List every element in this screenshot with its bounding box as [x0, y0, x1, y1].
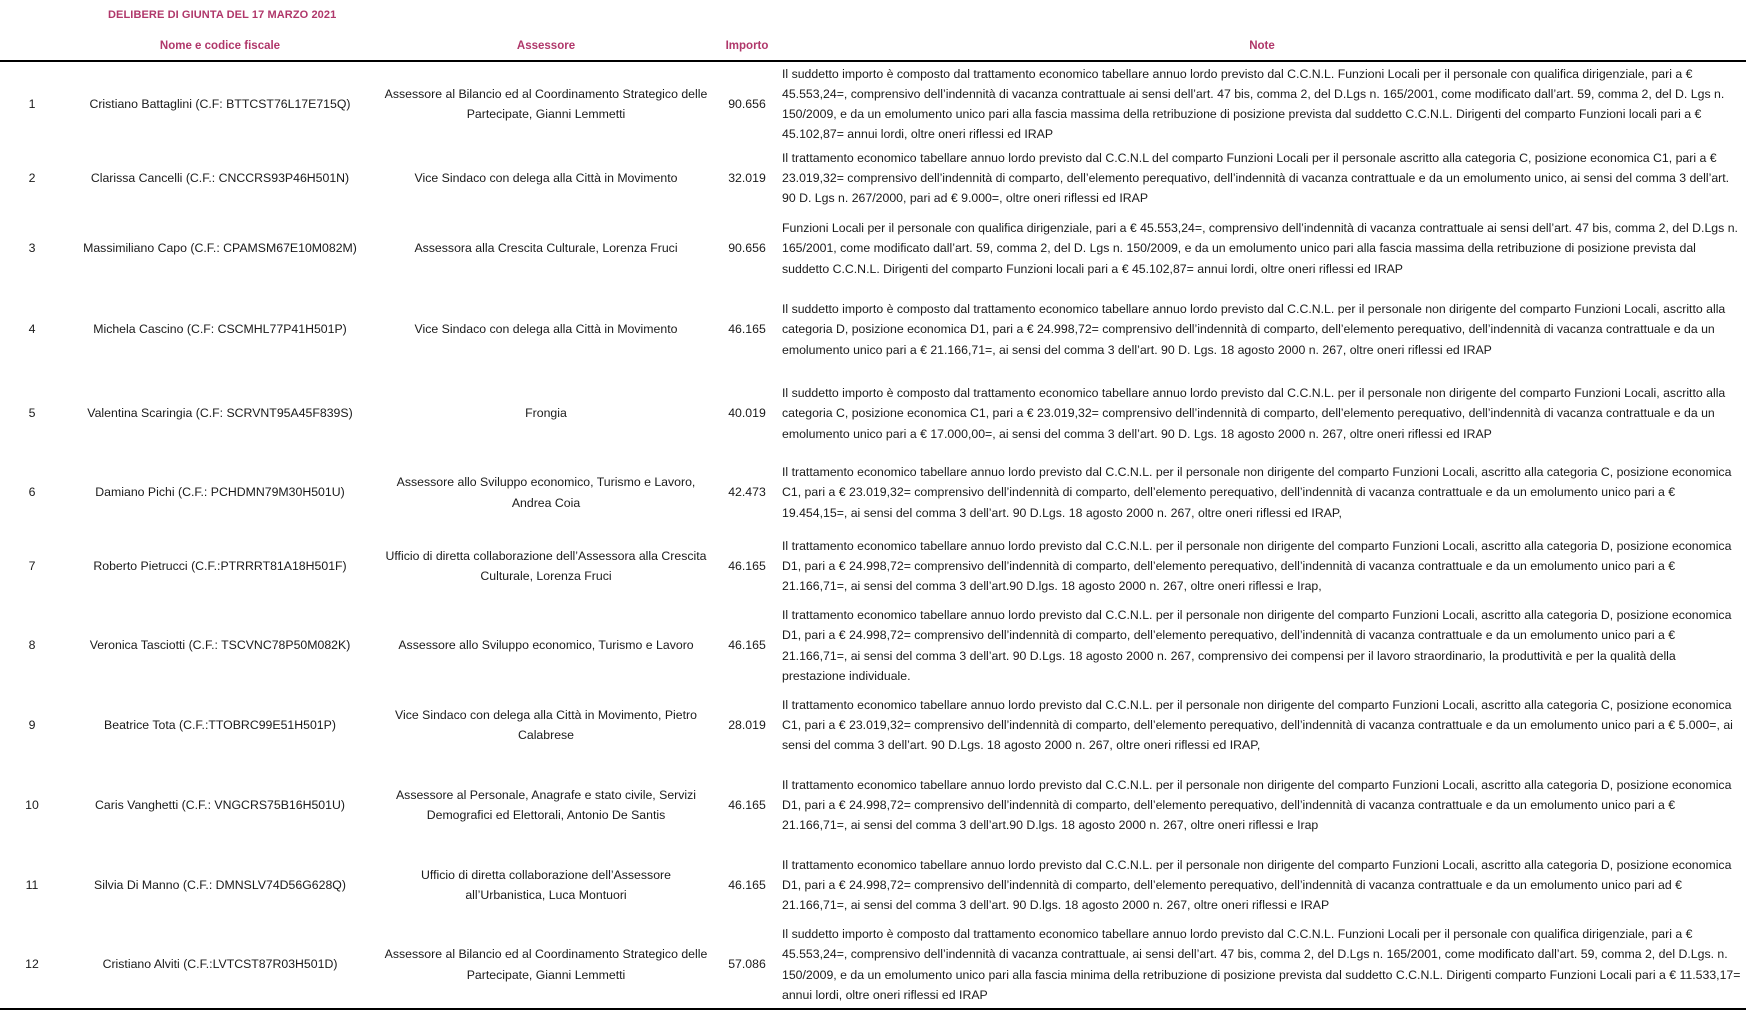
table-row — [0, 210, 1746, 287]
row-name: Massimiliano Capo (C.F.: CPAMSM67E10M082M) — [83, 241, 357, 256]
header-row — [0, 32, 1746, 61]
table-row — [0, 602, 1746, 689]
row-importo: 90.656 — [728, 241, 766, 256]
row-name: Michela Cascino (C.F: CSCMHL77P41H501P) — [93, 322, 347, 337]
table-row — [0, 455, 1746, 530]
row-number: 5 — [28, 406, 36, 421]
header-note: Note — [778, 32, 1746, 61]
table-row — [0, 761, 1746, 849]
row-importo: 46.165 — [728, 638, 766, 653]
row-note: Il trattamento economico tabellare annuo lordo previsto dal C.C.N.L. per il personale non dirigente del comparto Funzioni Locali, ascritto alla categoria D, posizione economica D1, pari a € 24.998,72= comprensivo dell’indennità di comparto, dell’elemento perequativo, dell’indennità di vacanza contrattuale e da un emolumento unico pari a € 21.166,71=, ai sensi del comma 3 dell’art.90 D.lgs. 18 agosto 2000 n. 267, oltre oneri riflessi e Irap — [782, 777, 1732, 833]
row-importo: 46.165 — [728, 558, 766, 573]
row-assessore: Assessore al Bilancio ed al Coordinamento Strategico delle Partecipate, Gianni Lemmetti — [376, 921, 716, 1009]
row-assessore: Assessore al Bilancio ed al Coordinamento Strategico delle Partecipate, Gianni Lemmetti — [384, 86, 708, 121]
row-assessore: Assessora alla Crescita Culturale, Lorenza Fruci — [414, 241, 678, 256]
table-row — [0, 372, 1746, 455]
row-assessore: Frongia — [525, 406, 567, 421]
row-note: Il trattamento economico tabellare annuo lordo previsto dal C.C.N.L. per il personale non dirigente del comparto Funzioni Locali, ascritto alla categoria D, posizione economica D1, pari a € 24.998,72= comprensivo dell’indennità di comparto, dell’elemento perequativo, dell’indennità di vacanza contrattuale e da un emolumento unico pari a € 21.166,71=, ai sensi del comma 3 dell’art.90 D.lgs. 18 agosto 2000 n. 267, oltre oneri riflessi e Irap, — [782, 538, 1732, 594]
row-note: Il suddetto importo è composto dal trattamento economico tabellare annuo lordo previsto dal C.C.N.L. Funzioni Locali per il personale con qualifica dirigenziale, pari a € 45.553,24=, comprensivo dell’indennità di vacanza contrattuale, ai sensi dell’art. 47 bis, comma 2, del D.Lgs n. 165/2001, come modificato dall’art. 59, comma 2, del D.Lgs. n. 150/2009, e da un emolumento unico pari alla fascia minima della retribuzione di posizione prevista dal suddetto C.C.N.L. Dirigenti comparto Funzioni Locali pari a € 11.533,17= annui lordi, oltre oneri riflessi ed IRAP — [778, 921, 1746, 1009]
row-note: Il suddetto importo è composto dal trattamento economico tabellare annuo lordo previsto dal C.C.N.L. per il personale non dirigente del comparto Funzioni Locali, ascritto alla categoria C, posizione economica C1, pari a € 23.019,32= comprensivo dell’indennità di comparto, dell’elemento perequativo, dell’indennità di vacanza contrattuale e da un emolumento unico pari a € 17.000,00=, ai sensi del comma 3 dell’art. 90 D. Lgs. 18 agosto 2000 n. 267, oltre oneri riflessi ed IRAP — [782, 386, 1726, 441]
row-name: Cristiano Battaglini (C.F: BTTCST76L17E715Q) — [89, 96, 351, 111]
row-note: Il suddetto importo è composto dal trattamento economico tabellare annuo lordo previsto dal C.C.N.L. per il personale non dirigente del comparto Funzioni Locali, ascritto alla categoria D, posizione economica D1, pari a € 24.998,72= comprensivo dell’indennità di comparto, dell’elemento perequativo, dell’indennità di vacanza contrattuale e da un emolumento unico pari a € 21.166,71=, ai sensi del comma 3 dell’art. 90 D. Lgs. 18 agosto 2000 n. 267, oltre oneri riflessi ed IRAP — [782, 302, 1726, 357]
row-assessore: Vice Sindaco con delega alla Città in Movimento, Pietro Calabrese — [395, 707, 697, 742]
row-note: Il suddetto importo è composto dal trattamento economico tabellare annuo lordo previsto dal C.C.N.L. Funzioni Locali per il personale con qualifica dirigenziale, pari a € 45.553,24=, comprensivo dell’indennità di vacanza contrattuale ai sensi dell’art. 47 bis, comma 2, del D.Lgs n. 165/2001, come modificato dall’art. 59, comma 2, del D. Lgs n. 150/2009, e da un emolumento unico pari alla fascia massima della retribuzione di posizione prevista dal suddetto C.C.N.L. Dirigenti del comparto Funzioni locali pari a € 45.102,87= annui lordi, oltre oneri riflessi ed IRAP — [782, 66, 1725, 142]
row-name: Cristiano Alviti (C.F.:LVTCST87R03H501D) — [64, 921, 376, 1009]
row-note: Il trattamento economico tabellare annuo lordo previsto dal C.C.N.L. per il personale non dirigente del comparto Funzioni Locali, ascritto alla categoria C, posizione economica C1, pari a € 23.019,32= comprensivo dell’indennità di comparto, dell’elemento perequativo, dell’indennità di vacanza contrattuale e da un emolumento unico pari a € 5.000=, ai sensi del comma 3 dell’art. 90 D.Lgs. 18 agosto 2000 n. 267, oltre oneri riflessi ed IRAP, — [782, 697, 1733, 753]
row-assessore: Ufficio di diretta collaborazione dell’Assessore all’Urbanistica, Luca Montuori — [421, 867, 671, 902]
header-assessore: Assessore — [376, 32, 716, 61]
row-assessore: Ufficio di diretta collaborazione dell’Assessora alla Crescita Culturale, Lorenza Fruci — [385, 548, 707, 583]
row-number: 1 — [28, 96, 36, 111]
row-number: 6 — [28, 485, 36, 500]
row-assessore: Vice Sindaco con delega alla Città in Movimento — [414, 322, 678, 337]
sheet-title: DELIBERE DI GIUNTA DEL 17 MARZO 2021 — [108, 9, 337, 21]
row-number: 3 — [28, 241, 36, 256]
row-note: Funzioni Locali per il personale con qualifica dirigenziale, pari a € 45.553,24=, comprensivo dell’indennità di vacanza contrattuale ai sensi dell’art. 47 bis, comma 2, del D.Lgs n. 165/2001, come modificato dall’art. 59, comma 2, del D. Lgs n. 150/2009, e da un emolumento unico pari alla fascia massima della retribuzione di posizione prevista dal suddetto C.C.N.L. Dirigenti del comparto Funzioni locali pari a € 45.102,87= annui lordi, oltre oneri riflessi ed IRAP — [782, 221, 1738, 276]
table-row — [0, 146, 1746, 210]
row-name: Beatrice Tota (C.F.:TTOBRC99E51H501P) — [104, 717, 336, 732]
row-importo: 42.473 — [728, 485, 766, 500]
row-name: Roberto Pietrucci (C.F.:PTRRRT81A18H501F) — [93, 558, 347, 573]
row-importo: 46.165 — [728, 322, 766, 337]
row-name: Caris Vanghetti (C.F.: VNGCRS75B16H501U) — [95, 797, 345, 812]
row-number: 11 — [25, 877, 39, 892]
row-name: Valentina Scaringia (C.F: SCRVNT95A45F839S) — [87, 406, 353, 421]
row-number: 12 — [0, 921, 64, 1009]
row-assessore: Assessore allo Sviluppo economico, Turismo e Lavoro, Andrea Coia — [396, 475, 696, 510]
row-name: Damiano Pichi (C.F.: PCHDMN79M30H501U) — [95, 485, 345, 500]
row-number: 9 — [28, 717, 36, 732]
row-importo: 46.165 — [728, 877, 766, 892]
row-number: 4 — [28, 322, 36, 337]
row-note: Il trattamento economico tabellare annuo lordo previsto dal C.C.N.L. per il personale non dirigente del comparto Funzioni Locali, ascritto alla categoria D, posizione economica D1, pari a € 24.998,72= comprensivo dell’indennità di comparto, dell’elemento perequativo, dell’indennità di vacanza contrattuale e da un emolumento unico pari a € 21.166,71=, ai sensi del comma 3 dell’art. 90 D.Lgs. 18 agosto 2000 n. 267, comprensivo dei compensi per il lavoro straordinario, la produttività e per la qualità della prestazione individuale. — [782, 608, 1732, 683]
delibere-table — [0, 32, 1746, 1010]
row-number: 8 — [28, 638, 36, 653]
row-importo: 28.019 — [728, 717, 766, 732]
table-row — [0, 287, 1746, 372]
row-name: Clarissa Cancelli (C.F.: CNCCRS93P46H501N) — [90, 170, 350, 185]
row-assessore: Assessore al Personale, Anagrafe e stato civile, Servizi Demografici ed Elettorali, Antonio De Santis — [395, 787, 697, 822]
row-importo: 40.019 — [728, 406, 766, 421]
row-number: 2 — [28, 170, 36, 185]
header-importo: Importo — [716, 32, 778, 61]
row-number: 10 — [25, 797, 39, 812]
table-row — [0, 849, 1746, 921]
table-row — [0, 921, 1746, 1009]
row-name: Silvia Di Manno (C.F.: DMNSLV74D56G628Q) — [94, 877, 346, 892]
table-row — [0, 689, 1746, 761]
row-note: Il trattamento economico tabellare annuo lordo previsto dal C.C.N.L. per il personale non dirigente del comparto Funzioni Locali, ascritto alla categoria D, posizione economica D1, pari a € 24.998,72= comprensivo dell’indennità di comparto, dell’elemento perequativo, dell’indennità di vacanza contrattuale e da un emolumento unico pari ad € 21.166,71=, ai sensi del comma 3 dell’art. 90 D.lgs. 18 agosto 2000 n. 267, oltre oneri riflessi e IRAP — [782, 857, 1732, 913]
row-number: 7 — [28, 558, 36, 573]
row-importo: 90.656 — [728, 96, 766, 111]
row-note: Il trattamento economico tabellare annuo lordo previsto dal C.C.N.L. per il personale non dirigente del comparto Funzioni Locali, ascritto alla categoria C, posizione economica C1, pari a € 23.019,32= comprensivo dell’indennità di comparto, dell’elemento perequativo, dell’indennità di vacanza contrattuale e da un emolumento unico pari a € 19.454,15=, ai sensi del comma 3 dell’art. 90 D.Lgs. 18 agosto 2000 n. 267, oltre oneri riflessi ed IRAP, — [782, 465, 1732, 520]
row-assessore: Vice Sindaco con delega alla Città in Movimento — [414, 170, 678, 185]
row-importo: 32.019 — [728, 170, 766, 185]
table-row — [0, 530, 1746, 602]
header-number — [0, 32, 64, 61]
row-importo: 57.086 — [716, 921, 778, 1009]
row-assessore: Assessore allo Sviluppo economico, Turismo e Lavoro — [398, 638, 694, 653]
table-row — [0, 61, 1746, 146]
row-name: Veronica Tasciotti (C.F.: TSCVNC78P50M082K) — [89, 638, 351, 653]
row-importo: 46.165 — [728, 797, 766, 812]
header-name: Nome e codice fiscale — [64, 32, 376, 61]
row-note: Il trattamento economico tabellare annuo lordo previsto dal C.C.N.L del comparto Funzioni Locali per il personale ascritto alla categoria C, posizione economica C1, pari a € 23.019,32= comprensivo dell’indennità di comparto, dell’elemento perequativo, dell’indennità di vacanza contrattuale e da un emolumento unico, ai sensi del comma 3 dell’art. 90 D. Lgs n. 267/2000, pari ad € 9.000=, oltre oneri riflessi ed IRAP — [782, 150, 1730, 206]
